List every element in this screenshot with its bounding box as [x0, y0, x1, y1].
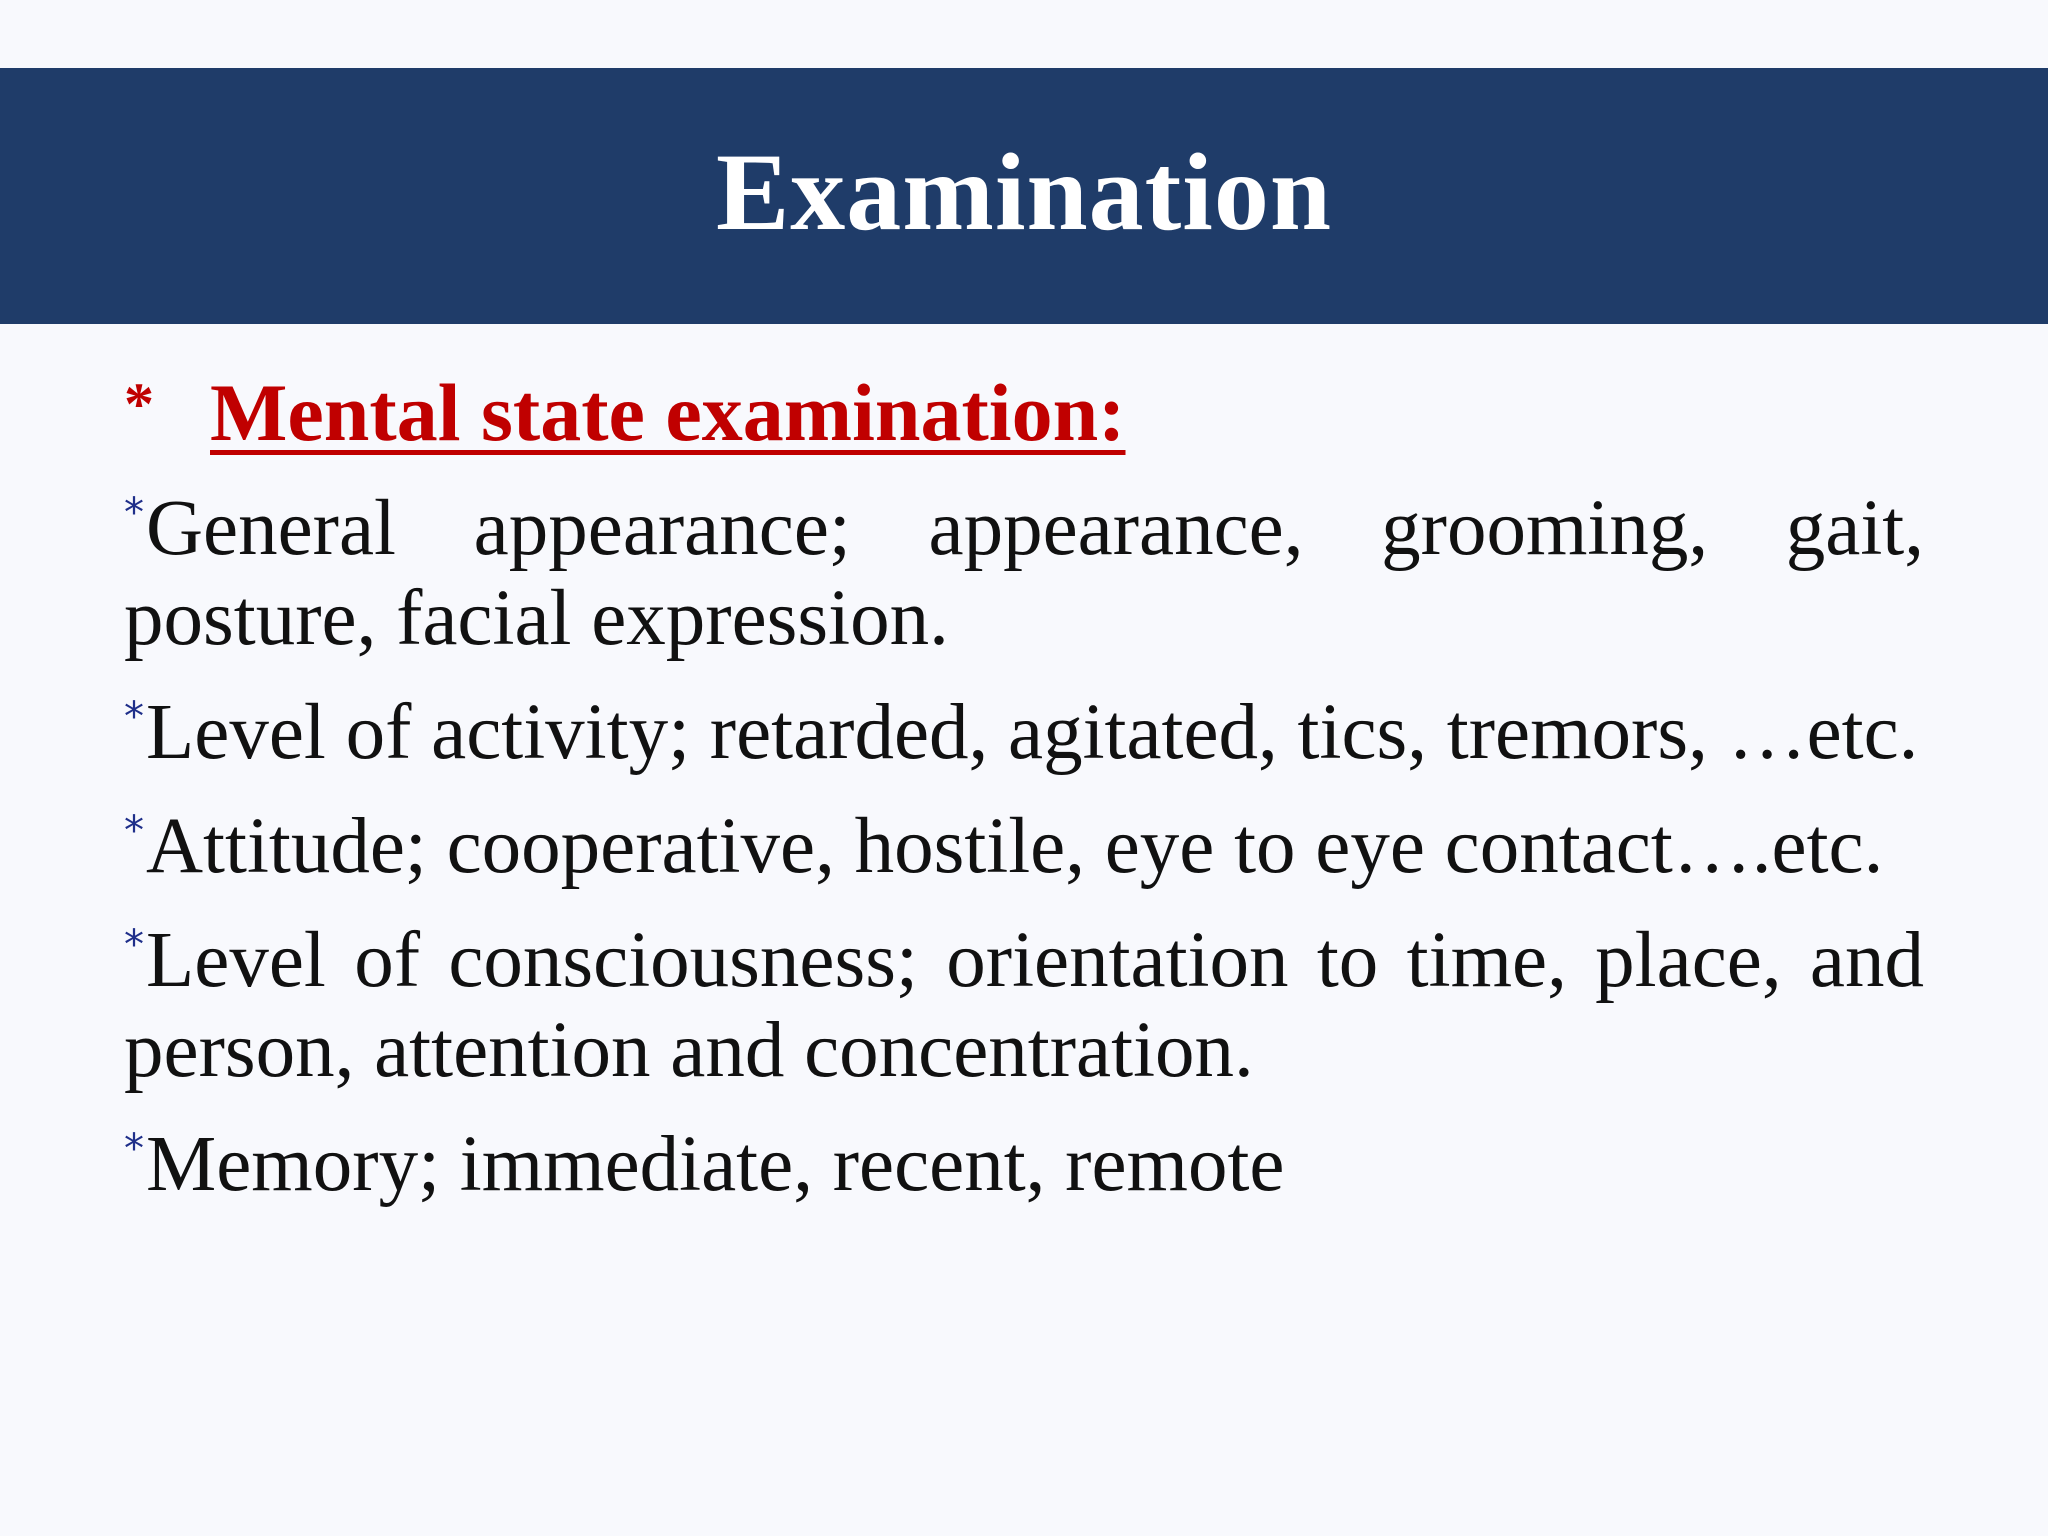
bullet-text: Level of consciousness; orientation to time, place, and person, attention and concentration.: [124, 917, 1924, 1094]
section-heading: [124, 367, 1126, 464]
asterisk-bullet-icon: *: [124, 922, 144, 968]
bullet-text: Memory; immediate, recent, remote: [146, 1121, 1285, 1208]
bullet-text: General appearance; appearance, grooming, gait, posture, facial expression.: [124, 485, 1924, 662]
bullet-item-attitude: [124, 802, 1924, 892]
bullet-list: [124, 484, 1924, 1234]
bullet-item-level-of-activity: [124, 688, 1924, 778]
bullet-item-memory: [124, 1120, 1924, 1210]
bullet-text: Level of activity; retarded, agitated, tics, tremors, …etc.: [146, 689, 1919, 776]
slide-title: Examination: [715, 131, 1333, 253]
section-heading-text: Mental state examination:: [210, 367, 1126, 458]
title-bar: [0, 68, 2048, 324]
asterisk-bullet-icon: *: [124, 490, 144, 536]
asterisk-bullet-icon: *: [124, 1126, 144, 1172]
asterisk-bullet-icon: *: [124, 694, 144, 740]
bullet-item-general-appearance: [124, 484, 1924, 664]
asterisk-bullet-icon: *: [124, 371, 154, 437]
bullet-text: Attitude; cooperative, hostile, eye to eye contact….etc.: [146, 803, 1884, 890]
asterisk-bullet-icon: *: [124, 808, 144, 854]
bullet-item-level-of-consciousness: [124, 916, 1924, 1096]
